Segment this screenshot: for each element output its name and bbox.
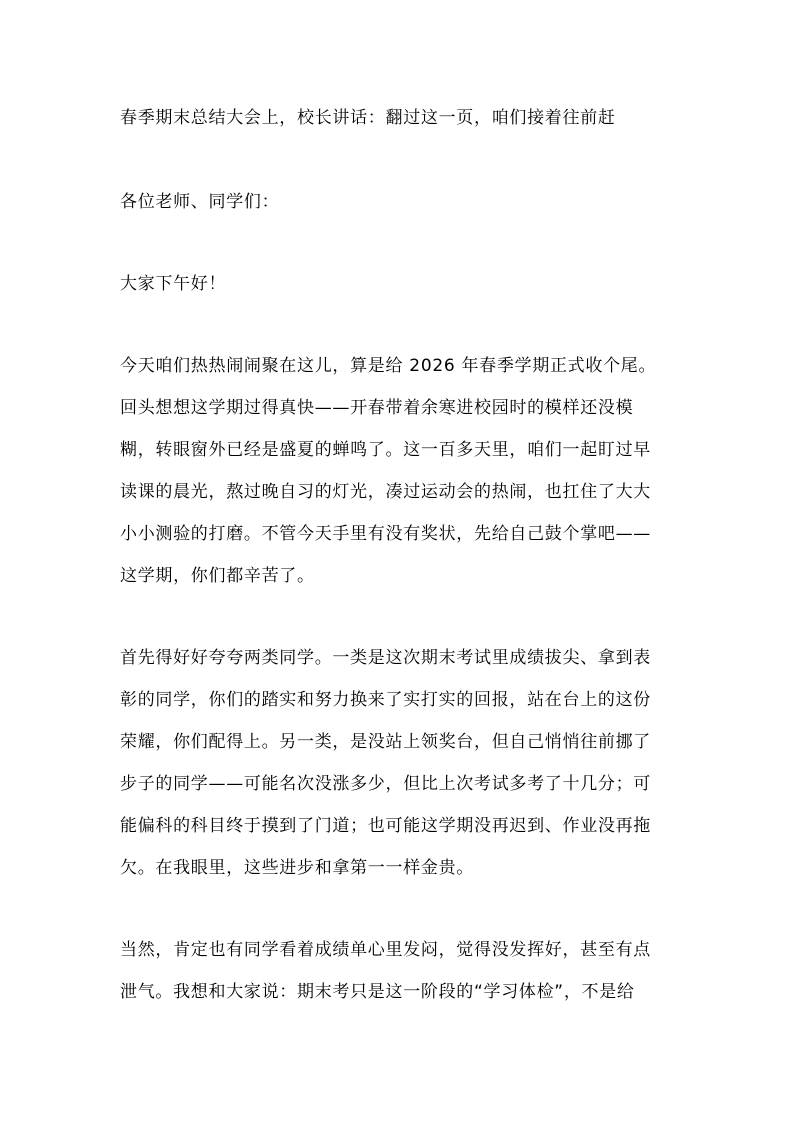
- paragraph-2-line-6: 欠。在我眼里，这些进步和拿第一一样金贵。: [120, 858, 474, 878]
- paragraph-1-line-4: 读课的晨光，熬过晚自习的灯光，凑过运动会的热闹，也扛住了大大: [120, 482, 651, 502]
- greeting: 大家下午好！: [120, 274, 227, 294]
- paragraph-2-line-5: 能偏科的科目终于摸到了门道；也可能这学期没再迟到、作业没再拖: [120, 816, 651, 836]
- paragraph-1-line-1: 今天咱们热热闹闹聚在这儿，算是给 2026 年春季学期正式收个尾。: [120, 356, 657, 376]
- paragraph-2-line-4: 步子的同学——可能名次没涨多少，但比上次考试多考了十几分；可: [120, 774, 651, 794]
- paragraph-3-line-2: 泄气。我想和大家说：期末考只是这一阶段的“学习体检”，不是给: [120, 982, 635, 1002]
- paragraph-2-line-2: 彰的同学，你们的踏实和努力换来了实打实的回报，站在台上的这份: [120, 690, 651, 710]
- paragraph-2-line-3: 荣耀，你们配得上。另一类，是没站上领奖台，但自己悄悄往前挪了: [120, 732, 651, 752]
- paragraph-3-line-1: 当然，肯定也有同学看着成绩单心里发闷，觉得没发挥好，甚至有点: [120, 940, 651, 960]
- paragraph-1-line-3: 糊，转眼窗外已经是盛夏的蝉鸣了。这一百多天里，咱们一起盯过早: [120, 440, 651, 460]
- paragraph-1-line-5: 小小测验的打磨。不管今天手里有没有奖状，先给自己鼓个掌吧——: [120, 524, 651, 544]
- salutation: 各位老师、同学们：: [120, 192, 280, 212]
- paragraph-1-line-2: 回头想想这学期过得真快——开春带着余寒进校园时的模样还没模: [120, 398, 634, 418]
- paragraph-2-line-1: 首先得好好夸夸两类同学。一类是这次期末考试里成绩拔尖、拿到表: [120, 648, 651, 668]
- document-title: 春季期末总结大会上，校长讲话：翻过这一页，咱们接着往前赶: [120, 108, 616, 128]
- paragraph-1-line-6: 这学期，你们都辛苦了。: [120, 566, 315, 586]
